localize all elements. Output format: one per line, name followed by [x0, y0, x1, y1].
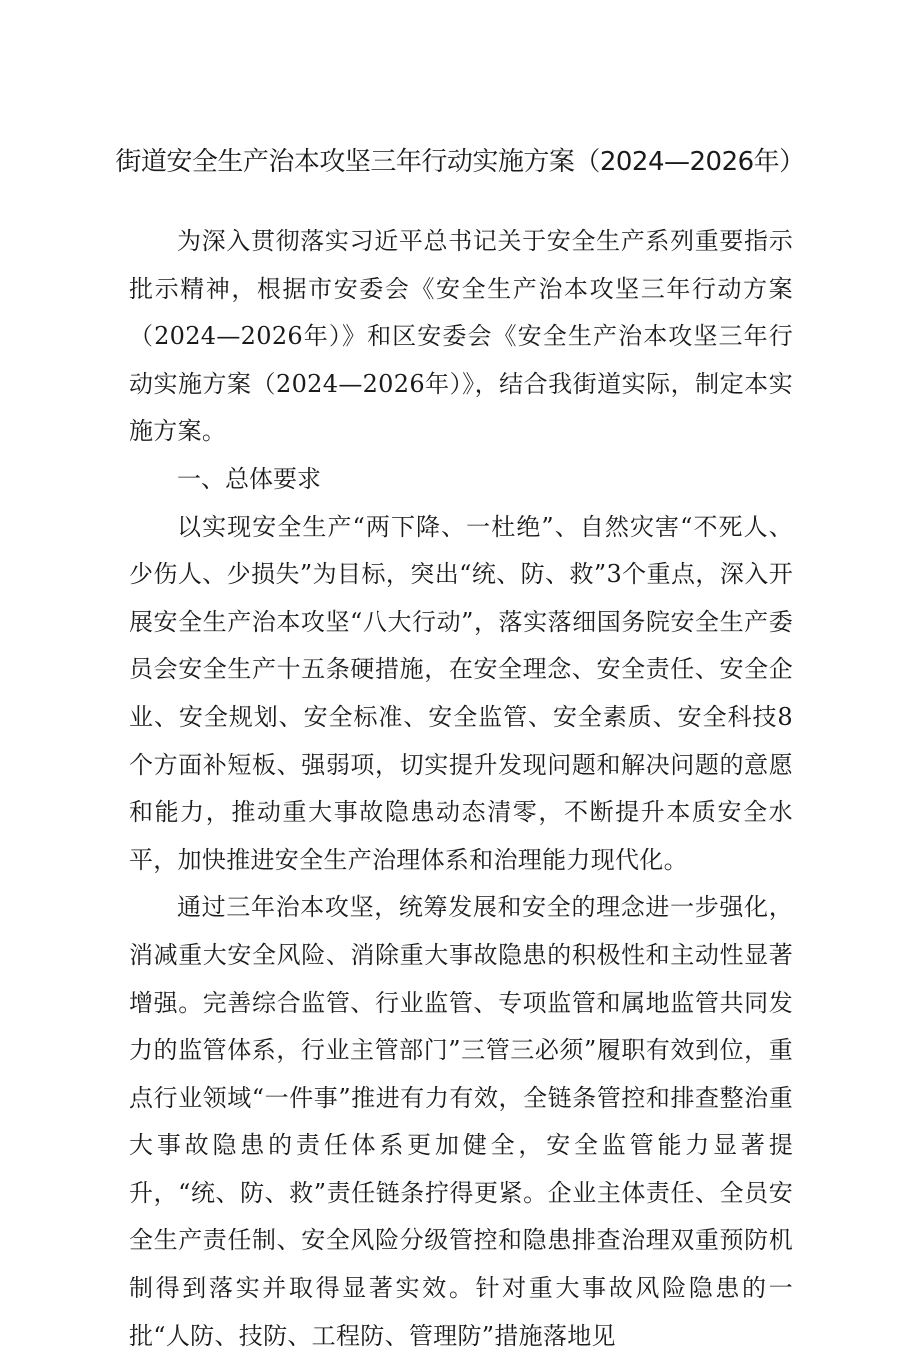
intro-paragraph: 为深入贯彻落实习近平总书记关于安全生产系列重要指示批示精神，根据市安委会《安全生产治本攻坚三年行动方案（2024—2026年）》和区安委会《安全生产治本攻坚三年行动实施方案（2024—2026年）》，结合我街道实际，制定本实施方案。 [129, 227, 793, 446]
document-body [129, 218, 793, 1360]
document-title: 街道安全生产治本攻坚三年行动实施方案（2024—2026年） [115, 147, 805, 177]
general-requirements-paragraph-2: 通过三年治本攻坚，统筹发展和安全的理念进一步强化，消减重大安全风险、消除重大事故隐患的积极性和主动性显著增强。完善综合监管、行业监管、专项监管和属地监管共同发力的监管体系，行业主管部门”三管三必须”履职有效到位，重点行业领域“一件事”推进有力有效，全链条管控和排查整治重大事故隐患的责任体系更加健全，安全监管能力显著提升，“统、防、救”责任链条拧得更紧。企业主体责任、全员安全生产责任制、安全风险分级管控和隐患排查治理双重预防机制得到落实并取得显著实效。针对重大事故风险隐患的一批“人防、技防、工程防、管理防”措施落地见 [129, 893, 793, 1350]
general-requirements-paragraph-1: 以实现安全生产“两下降、一杜绝”、自然灾害“不死人、少伤人、少损失”为目标，突出“统、防、救”3个重点，深入开展安全生产治本攻坚“八大行动”，落实落细国务院安全生产委员会安全生产十五条硬措施，在安全理念、安全责任、安全企业、安全规划、安全标准、安全监管、安全素质、安全科技8个方面补短板、强弱项，切实提升发现问题和解决问题的意愿和能力，推动重大事故隐患动态清零，不断提升本质安全水平，加快推进安全生产治理体系和治理能力现代化。 [129, 512, 793, 874]
section-heading-general-requirements: 一、总体要求 [177, 464, 321, 493]
